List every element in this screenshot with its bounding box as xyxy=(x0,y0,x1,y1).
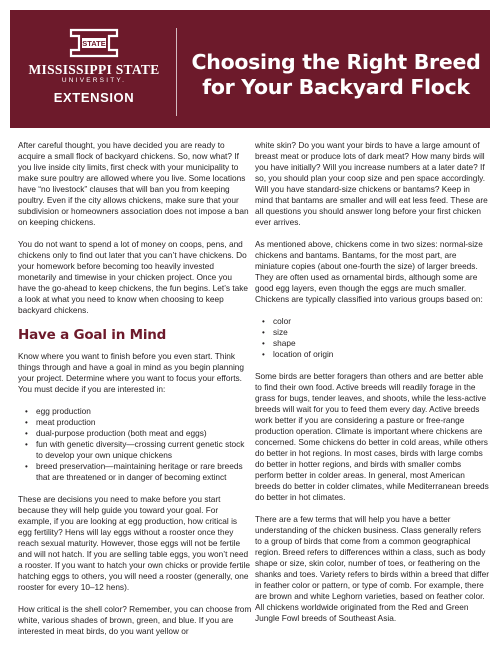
left-column xyxy=(18,140,252,648)
list-item: • fun with genetic diversity—crossing current genetic stock to develop your own unique chickens xyxy=(29,439,252,461)
list-item: • size xyxy=(266,327,489,338)
title-line-1: Choosing the Right Breed xyxy=(191,50,481,74)
list-item: • dual-purpose production (both meat and eggs) xyxy=(29,428,252,439)
header-divider xyxy=(176,28,177,116)
title-line-2: for Your Backyard Flock xyxy=(202,75,470,99)
list-item: • breed preservation—maintaining heritage or rare breeds that are threatened or in danger of becoming extinct xyxy=(29,461,252,483)
list-item: • shape xyxy=(266,338,489,349)
msu-shield-icon xyxy=(63,26,125,60)
page-title xyxy=(186,50,486,100)
list-item: • location of origin xyxy=(266,349,489,360)
section-heading: Have a Goal in Mind xyxy=(18,327,167,343)
paragraph: Some birds are better foragers than others and are better able to find their own food. Active breeds will readily forage in the grass for bugs, tender leaves, and shoots, while the less-active breeds will wait for you to feed them every day. Active breeds work better if you are considering a pasture or free-range production operation. Climate is important where chickens are concerned. Some chickens do better in cold areas, while others do better in hot regions. In most cases, birds with large combs do better in hotter regions, and birds with smaller combs perform better in colder areas. In general, most American breeds do better in colder climates, while Mediterranean breeds do better in hot climates. xyxy=(255,371,489,502)
paragraph: Know where you want to finish before you even start. Think things through and have a goal in mind as you begin planning your project. Determine where you want to focus your efforts. You must decide if you are interested in: xyxy=(18,351,245,394)
right-column xyxy=(255,140,489,635)
list-item: • meat production xyxy=(29,417,252,428)
paragraph: You do not want to spend a lot of money on coops, pens, and chickens only to find out later that you can’t have chickens. Do your homework before becoming too heavily invested monetarily and timewise in your chicken project. Once you have the go-ahead to keep chickens, the fun begins. Let’s take a look at what you need to know when choosing to keep backyard chickens. xyxy=(18,239,249,315)
list-item: • color xyxy=(266,316,489,327)
paragraph: These are decisions you need to make before you start because they will help guide you toward your goal. For example, if you are looking at egg production, how critical is egg fertility? Hens will lay eggs without a rooster once they reach sexual maturity. However, those eggs will not be fertile and will not hatch. If you are selling table eggs, you won’t need a rooster. If you want to hatch your own chicks or provide fertile hatching eggs to others, you will need a rooster (generally, one rooster for every 10–12 hens). xyxy=(18,494,250,592)
paragraph: white skin? Do you want your birds to have a large amount of breast meat or produce lots of dark meat? How many birds will you have initially? Will you increase numbers at a later date? If so, you should plan your coop size and pen space accordingly. Will you have standard-size chickens or bantams? Keep in mind that bantams are smaller and will eat less feed. These are all questions you should answer long before your first chicken ever arrives. xyxy=(255,140,488,227)
shield-text: STATE xyxy=(82,39,106,48)
paragraph: How critical is the shell color? Remember, you can choose from white, various shades of brown, green, and blue. If you are interested in meat birds, do you want yellow or xyxy=(18,604,252,636)
paragraph: There are a few terms that will help you have a better understanding of the chicken business. Class generally refers to a group of birds that come from a common geographical region. Breed refers to differences within a class, such as body shape or size, skin color, number of toes, or feathering on the shanks and toes. Variety refers to birds within a breed that differ in feather color or pattern, or type of comb. For example, there are brown and white Leghorn varieties, based on feather color. All chickens worldwide originated from the Red and Green Jungle Fowl breeds of Southeast Asia. xyxy=(255,514,489,623)
classification-list xyxy=(255,316,489,360)
list-item: • egg production xyxy=(29,406,252,417)
paragraph: After careful thought, you have decided you are ready to acquire a small flock of backyard chickens. So, now what? If you live inside city limits, first check with your municipality to make sure poultry are allowed where you live. Some locations have “no livestock” clauses that will ban you from keeping poultry. Even if the city allows chickens, make sure that your subdivision or homeowners association does not impose a ban on keeping chickens. xyxy=(18,140,249,227)
header-banner xyxy=(10,10,490,128)
msu-extension-logo xyxy=(20,26,168,105)
paragraph: As mentioned above, chickens come in two sizes: normal-size chickens and bantams. Bantams, for the most part, are miniature copies (about one-fourth the size) of larger breeds. They are often used as ornamental birds, although some are good egg layers, even though the eggs are much smaller. Chickens are typically classified into various groups based on: xyxy=(255,239,483,304)
goal-list xyxy=(18,406,252,483)
logo-university-label: UNIVERSITY. xyxy=(61,77,127,84)
logo-university-name: MISSISSIPPI STATE xyxy=(28,62,160,77)
logo-extension-label: EXTENSION xyxy=(53,90,135,105)
